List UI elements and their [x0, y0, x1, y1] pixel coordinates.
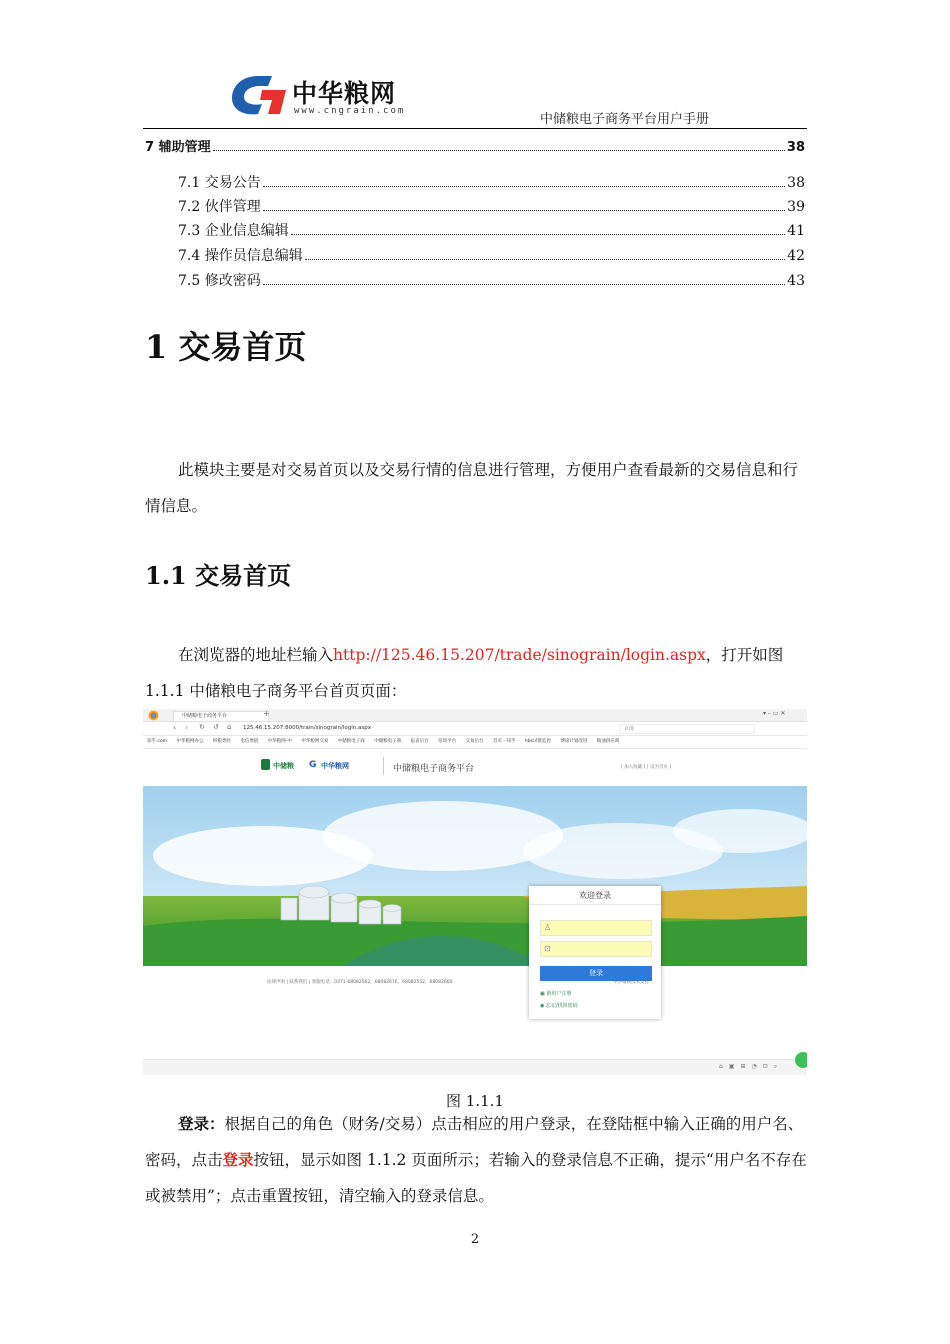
footer-contact: 法律声明 | 联系我们 | 客服电话：0371-68082562，68082676，68082552，68082660	[267, 980, 453, 985]
login-button[interactable]: 登录	[540, 966, 652, 981]
toc-leader-dots	[263, 284, 785, 285]
forgot-password-label: 忘记/找回密码	[545, 1003, 578, 1009]
bookmark-item[interactable]: 中华粮网-中	[267, 739, 292, 744]
toc-entry[interactable]	[178, 196, 805, 216]
toc-leader-dots	[291, 234, 785, 235]
bookmark-item[interactable]: 中华粮网交易	[301, 739, 329, 744]
lock-icon: ⊡	[544, 944, 551, 953]
toc-entry-page: 39	[787, 199, 805, 215]
toc-entry-page: 41	[787, 223, 805, 239]
toc-entry[interactable]	[178, 270, 805, 290]
bookmark-item[interactable]: 中储粮电子商	[337, 739, 365, 744]
cngrain-logo-mark	[228, 70, 290, 120]
cngrain-brand: 中华粮网	[321, 762, 349, 770]
header-separator	[383, 757, 384, 775]
toc-leader-dots	[263, 210, 785, 211]
login-label: 登录：	[178, 1114, 225, 1133]
login-paragraph	[145, 1106, 807, 1214]
toc-entry-page: 43	[787, 273, 805, 289]
bookmark-item[interactable]: 博途计划改进	[560, 739, 588, 744]
toc-entry-title: 7.5 修改密码	[178, 273, 261, 289]
toc-leader-dots	[263, 186, 785, 187]
bookmark-item[interactable]: 培训平台	[438, 739, 457, 744]
address-bar[interactable]: 125.46.15.207:8000/train/sinograin/login.aspx	[243, 725, 371, 731]
browser-tab-strip	[143, 709, 807, 722]
toc-entry[interactable]	[178, 245, 805, 265]
login-url-link[interactable]: http://125.46.15.207/trade/sinograin/login.aspx	[333, 646, 706, 664]
login-panel	[529, 886, 661, 1019]
toc-leader-dots	[305, 259, 785, 260]
undo-icon[interactable]: ↺	[213, 723, 219, 731]
toc-entry-title: 7.1 交易公告	[178, 175, 261, 191]
reload-icon[interactable]: ↻	[199, 723, 205, 731]
back-icon[interactable]: ‹	[173, 723, 177, 732]
toc-entry-title: 7.2 伙伴管理	[178, 199, 261, 215]
toc-entry-page: 38	[786, 140, 805, 155]
login-text: 根据自己的角色（财务/交易）点击相应的用户登录，在登陆框中输入正确的用户名、密码，点击	[145, 1115, 804, 1169]
cngrain-logo	[228, 70, 438, 122]
sinograin-brand: 中储粮	[273, 762, 294, 770]
footer-support: 中华粮网技术支持	[613, 980, 649, 985]
site-header	[143, 749, 807, 786]
toc-entry-main[interactable]	[145, 136, 805, 155]
username-field[interactable]	[540, 920, 652, 936]
toc-entry-title: 7.4 操作员信息编辑	[178, 248, 303, 264]
bookmark-item[interactable]: 中华粮网办公	[176, 739, 204, 744]
section-heading: 1 交易首页	[145, 328, 307, 366]
instruction-text: 在浏览器的地址栏输入	[178, 646, 334, 664]
status-bar-icons[interactable]: ⌂▣⊞◔⊡⌕	[719, 1063, 784, 1070]
sinograin-logo-icon	[261, 759, 270, 770]
favorite-links[interactable]: [ 加入收藏 ] [ 设为首页 ]	[621, 765, 672, 770]
browser-logo-icon	[148, 710, 159, 721]
instruction-text: ，打开如图 1.1.1 中储粮电子商务平台首页页面：	[145, 646, 784, 700]
window-controls-icon[interactable]: ▾ – ▭ ✕	[763, 710, 786, 717]
toc-entry-page: 42	[787, 248, 805, 264]
bookmark-item[interactable]: 首页 - 知乎	[492, 739, 516, 744]
new-tab-icon[interactable]: +	[263, 709, 270, 718]
logo-url: www.cngrain.com	[294, 106, 406, 116]
register-label: 新用户注册	[546, 991, 572, 997]
home-icon[interactable]: ⌂	[227, 723, 232, 731]
register-link[interactable]	[540, 990, 571, 997]
cngrain-logo-icon: G	[309, 760, 317, 770]
browser-tab[interactable]: 中储粮电子商务平台	[173, 711, 269, 721]
browser-search-input[interactable]: 百度	[619, 724, 755, 734]
password-field[interactable]	[540, 941, 652, 957]
bookmark-item[interactable]: 积粮类经	[212, 739, 231, 744]
toc-leader-dots	[213, 150, 785, 151]
bookmark-item[interactable]: hbs试排监控	[524, 739, 551, 744]
header-divider	[143, 128, 807, 129]
bookmarks-bar	[143, 736, 807, 749]
bookmark-item[interactable]: 电信增值	[240, 739, 259, 744]
browser-nav-bar	[143, 722, 807, 736]
user-icon: ♙	[544, 923, 552, 932]
instruction-paragraph	[145, 637, 807, 709]
login-text: 按钮，显示如图 1.1.2 页面所示；若输入的登录信息不正确，提示“用户名不存在或被禁用”；点击重置按钮，清空输入的登录信息。	[145, 1151, 807, 1205]
toc-entry-page: 38	[787, 175, 805, 191]
login-page-screenshot	[143, 709, 807, 1075]
login-title: 欢迎登录	[579, 891, 611, 900]
bookmark-item[interactable]: 知乎.com	[147, 739, 168, 744]
bookmark-item[interactable]: 粮油供应商	[596, 739, 620, 744]
page-number: 2	[470, 1232, 480, 1247]
farmland-illustration	[143, 786, 807, 966]
forgot-password-link[interactable]	[540, 1002, 578, 1009]
platform-name: 中储粮电子商务平台	[393, 764, 475, 774]
logo-chinese-name: 中华粮网	[292, 79, 397, 108]
toc-entry-title: 7.3 企业信息编辑	[178, 223, 289, 239]
help-icon: ◉	[540, 1003, 546, 1009]
toc-entry[interactable]	[178, 172, 805, 192]
login-divider	[529, 904, 661, 905]
bookmark-item[interactable]: 交易后台	[465, 739, 484, 744]
login-keyword: 登录	[222, 1150, 254, 1169]
browser-status-bar	[143, 1059, 807, 1075]
bookmark-item[interactable]: 中储粮电子商	[374, 739, 402, 744]
site-footer	[143, 971, 807, 991]
section-intro: 此模块主要是对交易首页以及交易行情的信息进行管理，方便用户查看最新的交易信息和行情信息。	[145, 461, 799, 515]
manual-title: 中储粮电子商务平台用户手册	[540, 112, 710, 127]
toc-entry-title: 7 辅助管理	[145, 140, 211, 155]
assistant-bubble-icon[interactable]	[795, 1052, 807, 1068]
bookmark-item[interactable]: 报表后台	[410, 739, 429, 744]
register-icon: ▣	[540, 991, 547, 997]
figure-caption: 图 1.1.1	[446, 1092, 504, 1110]
forward-icon[interactable]: ›	[185, 723, 189, 732]
subsection-heading: 1.1 交易首页	[145, 561, 292, 590]
toc-entry[interactable]	[178, 220, 805, 240]
